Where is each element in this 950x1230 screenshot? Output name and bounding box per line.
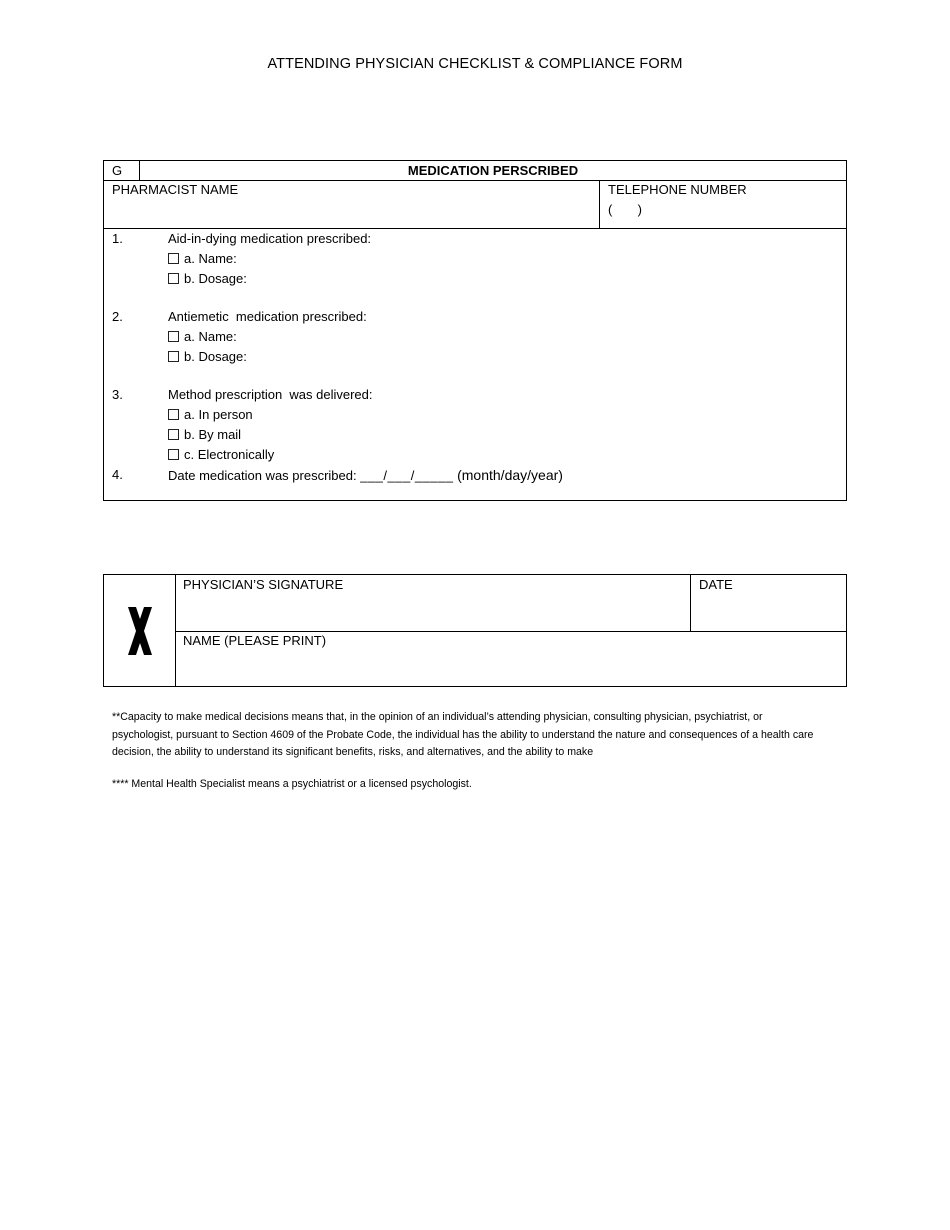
checkbox-icon[interactable]: [168, 253, 179, 264]
date-format-hint: (month/day/year): [457, 467, 563, 483]
physician-signature-label: PHYSICIAN’S SIGNATURE: [183, 577, 344, 592]
date-field[interactable]: ___/___/_____: [360, 468, 454, 483]
item-number: 4.: [112, 467, 123, 482]
mental-health-footnote: **** Mental Health Specialist means a psychiatrist or a licensed psychologist.: [112, 778, 472, 790]
item-aid-in-dying: Aid-in-dying medication prescribed:: [168, 231, 372, 246]
checkbox-option[interactable]: b. Dosage:: [168, 349, 247, 364]
divider: [104, 228, 599, 229]
date-label: DATE: [699, 577, 733, 592]
section-heading: MEDICATION PERSCRIBED: [407, 163, 579, 178]
checkbox-icon[interactable]: [168, 273, 179, 284]
print-name-label: NAME (PLEASE PRINT): [183, 633, 327, 648]
signature-date-field[interactable]: [699, 595, 839, 629]
physician-signature-field[interactable]: [183, 595, 683, 629]
checkbox-option[interactable]: a. In person: [168, 407, 253, 422]
print-name-field[interactable]: [183, 651, 833, 683]
checkbox-option[interactable]: c. Electronically: [168, 447, 274, 462]
document-title: ATTENDING PHYSICIAN CHECKLIST & COMPLIANCE FORM: [267, 56, 683, 72]
pharmacist-name-label: PHARMACIST NAME: [112, 182, 239, 197]
divider: [175, 631, 846, 632]
checkbox-icon[interactable]: [168, 331, 179, 342]
item-number: 3.: [112, 387, 123, 402]
x-mark-icon: [125, 605, 155, 657]
item-number: 1.: [112, 231, 123, 246]
telephone-field[interactable]: ( ): [608, 202, 642, 217]
pharmacist-name-field[interactable]: [112, 199, 592, 225]
checkbox-option[interactable]: a. Name:: [168, 329, 237, 344]
section-letter: G: [104, 161, 140, 180]
item-date-prescribed: [168, 467, 563, 483]
checkbox-icon[interactable]: [168, 409, 179, 420]
checkbox-option[interactable]: a. Name:: [168, 251, 237, 266]
divider: [599, 228, 846, 229]
checkbox-icon[interactable]: [168, 449, 179, 460]
item-number: 2.: [112, 309, 123, 324]
date-label: Date medication was prescribed:: [168, 468, 357, 483]
medication-prescribed-section: [103, 160, 847, 501]
checkbox-icon[interactable]: [168, 351, 179, 362]
divider: [690, 575, 691, 631]
signature-x-mark: [104, 575, 175, 686]
signature-block: [103, 574, 847, 687]
item-delivery-method: Method prescription was delivered:: [168, 387, 373, 402]
divider: [599, 180, 600, 228]
item-antiemetic: Antiemetic medication prescribed:: [168, 309, 367, 324]
telephone-label: TELEPHONE NUMBER: [608, 182, 747, 197]
divider: [104, 180, 846, 181]
checkbox-option[interactable]: b. Dosage:: [168, 271, 247, 286]
capacity-footnote: **Capacity to make medical decisions means that, in the opinion of an individual’s attending physician, consulting physician, psychiatrist, or psychologist, pursuant to Section 4609 of the Probate Code, the individual has the ability to understand the nature and consequences of a health care decision, the ability to understand its significant benefits, risks, and alternatives, and the ability to make: [112, 711, 814, 758]
checkbox-option[interactable]: b. By mail: [168, 427, 241, 442]
checkbox-icon[interactable]: [168, 429, 179, 440]
